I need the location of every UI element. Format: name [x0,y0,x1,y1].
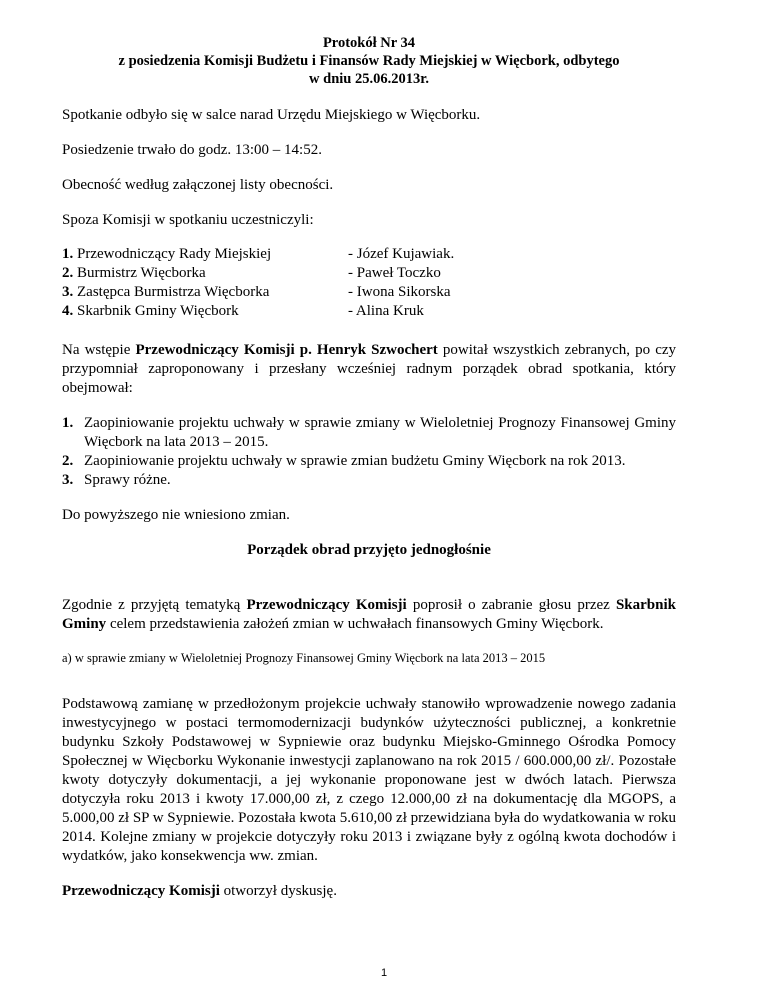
treasurer-paragraph: Zgodnie z przyjętą tematyką Przewodniczący Komisji poprosił o zabranie głosu przez Skarbnik Gminy celem przedstawienia założeń zmian w uchwałach finansowych Gminy Więcbork. [62,597,676,632]
participant-role: 3. Zastępca Burmistrza Więcborka [62,284,270,300]
participant-role: 2. Burmistrz Więcborka [62,265,206,281]
guests-heading: Spoza Komisji w spotkaniu uczestniczyli: [62,212,314,228]
agenda-list [62,414,676,490]
attendance-text: Obecność według załączonej listy obecności. [62,177,334,193]
subpoint-a-heading: a) w sprawie zmiany w Wieloletniej Prognozy Finansowej Gminy Więcbork na lata 2013 – 2015 [62,651,546,665]
main-paragraph: Podstawową zamianę w przedłożonym projekcie uchwały stanowiło wprowadzenie nowego zadania inwestycyjnego w postaci termomodernizacji budynków użyteczności publicznej, a konkretnie budynku Szkoły Podstawowej w Sypniewie oraz budynku Miejsko-Gminnego Ośrodka Pomocy Społecznej w Więcborku Wykonanie inwestycji zaplanowano na rok 2015 / 600.000,00 zł/. Pozostałe kwoty dotyczyły dokumentacji, a jej wykonanie proponowane jest w dwóch latach. Pierwsza dotyczyła roku 2013 i kwoty 17.000,00 zł, z czego 12.000,00 zł na dokumentację dla MGOPS, a 5.000,00 zł SP w Sypniewie. Pozostała kwota 5.610,00 zł przewidziana była do wydatkowania w roku 2014. Kolejne zmiany w projekcie dotyczyły roku 2013 i związane były z ogólną kwota dochodów i wydatków, jako konsekwencja ww. zmian. [62,696,676,864]
venue-text: Spotkanie odbyło się w salce narad Urzędu Miejskiego w Więcborku. [62,107,481,123]
agenda-item: 2. Zaopiniowanie projektu uchwały w sprawie zmian budżetu Gminy Więcbork na rok 2013. [62,453,626,469]
participant-name: - Alina Kruk [348,303,424,319]
participant-name: - Paweł Toczko [348,265,441,281]
participant-role: 4. Skarbnik Gminy Więcbork [62,303,239,319]
participants-roles [62,245,348,321]
page-number: 1 [380,967,388,979]
participant-role: 1. Przewodniczący Rady Miejskiej [62,246,272,262]
document-title [62,34,676,88]
discussion-text: Przewodniczący Komisji otworzył dyskusję. [62,883,337,899]
opening-paragraph: Na wstępie Przewodniczący Komisji p. Henryk Szwochert powitał wszystkich zebranych, po czy przypomniał zaproponowany i przesłany wcześniej radnym porządek obrad spotkania, który obejmował: [62,342,677,396]
title-line-1: Protokół Nr 34 [322,35,416,51]
participants-list [62,245,676,321]
title-line-3: w dniu 25.06.2013r. [309,71,429,87]
no-changes-text: Do powyższego nie wniesiono zmian. [62,507,290,523]
time-text: Posiedzenie trwało do godz. 13:00 – 14:52. [62,142,322,158]
agenda-item: 3. Sprawy różne. [62,472,171,488]
agenda-item: 1. Zaopiniowanie projektu uchwały w sprawie zmiany w Wieloletniej Prognozy Finansowej Gminy Więcbork na lata 2013 – 2015. [62,415,676,450]
title-line-2: z posiedzenia Komisji Budżetu i Finansów Rady Miejskiej w Więcbork, odbytego [118,53,620,69]
participants-names [348,245,676,321]
participant-name: - Iwona Sikorska [348,284,451,300]
agenda-adopted-text: Porządek obrad przyjęto jednogłośnie [247,542,491,558]
participant-name: - Józef Kujawiak. [348,246,455,262]
document-page [62,34,676,901]
